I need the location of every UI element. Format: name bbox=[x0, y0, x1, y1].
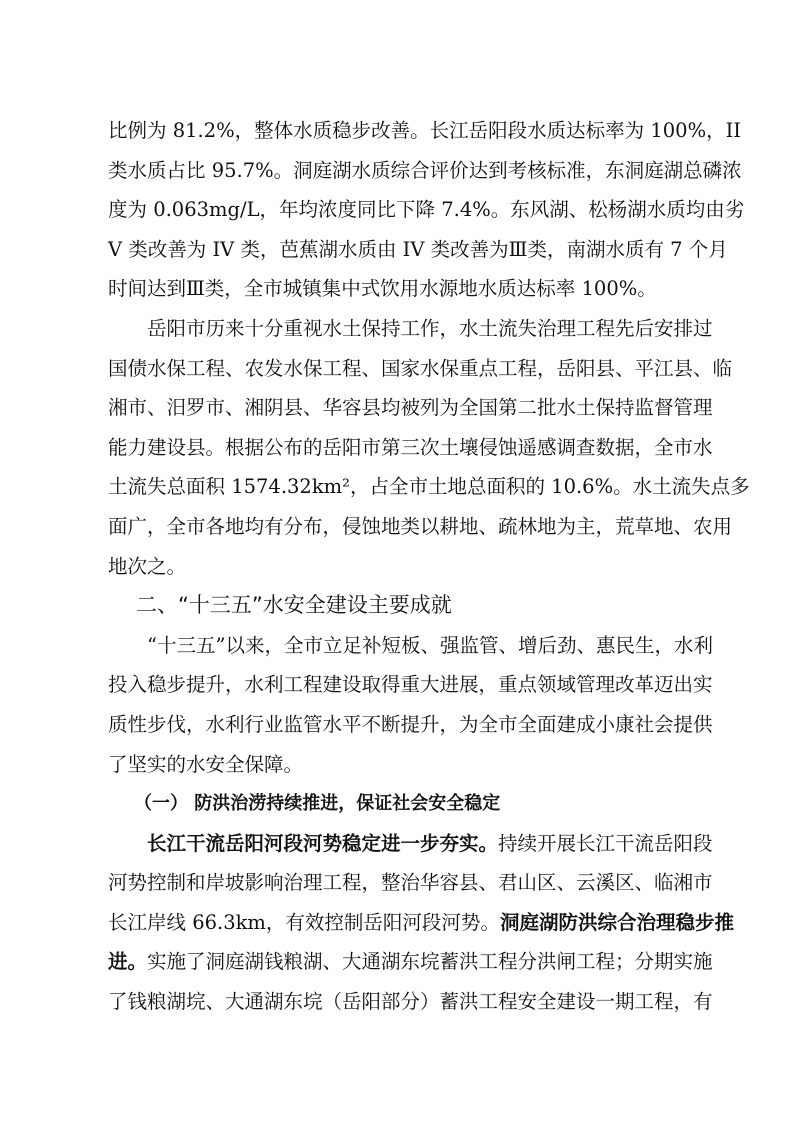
text-line bbox=[108, 745, 692, 785]
text-line bbox=[108, 151, 742, 191]
text-line bbox=[108, 824, 713, 864]
text: 二、“十三五”水安全建设主要成就 bbox=[136, 593, 452, 618]
text-line bbox=[108, 942, 713, 982]
text: 地次之。 bbox=[108, 554, 187, 578]
paragraph bbox=[108, 111, 745, 309]
paragraph bbox=[108, 626, 713, 784]
text-line bbox=[108, 269, 692, 309]
bold-text: 长江干流岳阳河段河势稳定进一步夯实。 bbox=[147, 831, 499, 855]
text-line bbox=[108, 665, 713, 705]
text-line bbox=[108, 507, 733, 547]
text: 持续开展长江干流岳阳段 bbox=[498, 831, 713, 855]
text: 比例为 81.2%，整体水质稳步改善。长江岳阳段水质达标率为 100%，II bbox=[108, 119, 741, 142]
text-line bbox=[108, 190, 745, 230]
text-line bbox=[108, 111, 741, 151]
document-page bbox=[108, 111, 750, 1022]
text: 国债水保工程、农发水保工程、国家水保重点工程，岳阳县、平江县、临 bbox=[108, 356, 733, 380]
text: 能力建设县。根据公布的岳阳市第三次土壤侵蚀遥感调查数据，全市水 bbox=[108, 435, 713, 459]
text-line bbox=[108, 467, 750, 507]
text: 质性步伐，水利行业监管水平不断提升，为全市全面建成小康社会提供 bbox=[108, 712, 713, 736]
text-line bbox=[108, 586, 692, 626]
text-line bbox=[108, 784, 692, 824]
text: 时间达到Ⅲ类，全市城镇集中式饮用水源地水质达标率 100%。 bbox=[108, 277, 657, 301]
text: 实施了洞庭湖钱粮湖、大通湖东垸蓄洪工程分洪闸工程；分期实施 bbox=[147, 950, 713, 974]
text: 了钱粮湖垸、大通湖东垸（岳阳部分）蓄洪工程安全建设一期工程，有 bbox=[108, 990, 713, 1014]
text: “十三五”以来，全市立足补短板、强监管、增后劲、惠民生，水利 bbox=[147, 633, 713, 657]
text: V 类改善为 IV 类，芭蕉湖水质由 IV 类改善为Ⅲ类，南湖水质有 7 个月 bbox=[108, 237, 728, 261]
paragraph bbox=[108, 309, 750, 586]
text: 长江岸线 66.3km，有效控制岳阳河段河势。 bbox=[108, 910, 500, 934]
bold-text: 进。 bbox=[108, 950, 148, 974]
text-line bbox=[108, 428, 713, 468]
text: 面广，全市各地均有分布，侵蚀地类以耕地、疏林地为主，荒草地、农用 bbox=[108, 514, 733, 538]
text-line bbox=[108, 982, 713, 1022]
text-line bbox=[108, 349, 733, 389]
text-line bbox=[108, 863, 713, 903]
text: 了坚实的水安全保障。 bbox=[108, 752, 304, 776]
text: 湘市、汨罗市、湘阴县、华容县均被列为全国第二批水土保持监督管理 bbox=[108, 396, 713, 420]
text: 投入稳步提升，水利工程建设取得重大进展，重点领域管理改革迈出实 bbox=[108, 673, 713, 697]
text: 河势控制和岸坡影响治理工程，整治华容县、君山区、云溪区、临湘市 bbox=[108, 871, 713, 895]
text-line bbox=[108, 230, 728, 270]
text-line bbox=[108, 705, 713, 745]
text: （一） 防洪治涝持续推进，保证社会安全稳定 bbox=[134, 793, 501, 815]
text-line bbox=[108, 309, 713, 349]
text-line bbox=[108, 903, 734, 943]
text: 类水质占比 95.7%。洞庭湖水质综合评价达到考核标准，东洞庭湖总磷浓 bbox=[108, 158, 742, 182]
subsection-heading bbox=[108, 784, 692, 824]
text-line bbox=[108, 626, 713, 666]
text: 岳阳市历来十分重视水土保持工作，水土流失治理工程先后安排过 bbox=[147, 316, 713, 340]
bold-text: 洞庭湖防洪综合治理稳步推 bbox=[499, 910, 734, 934]
text: 度为 0.063mg/L，年均浓度同比下降 7.4%。东风湖、松杨湖水质均由劣 bbox=[108, 198, 745, 222]
text: 土流失总面积 1574.32km²，占全市土地总面积的 10.6%。水土流失点多 bbox=[108, 475, 750, 499]
paragraph bbox=[108, 824, 734, 1022]
section-heading bbox=[108, 586, 692, 626]
text-line bbox=[108, 547, 692, 587]
text-line bbox=[108, 388, 713, 428]
